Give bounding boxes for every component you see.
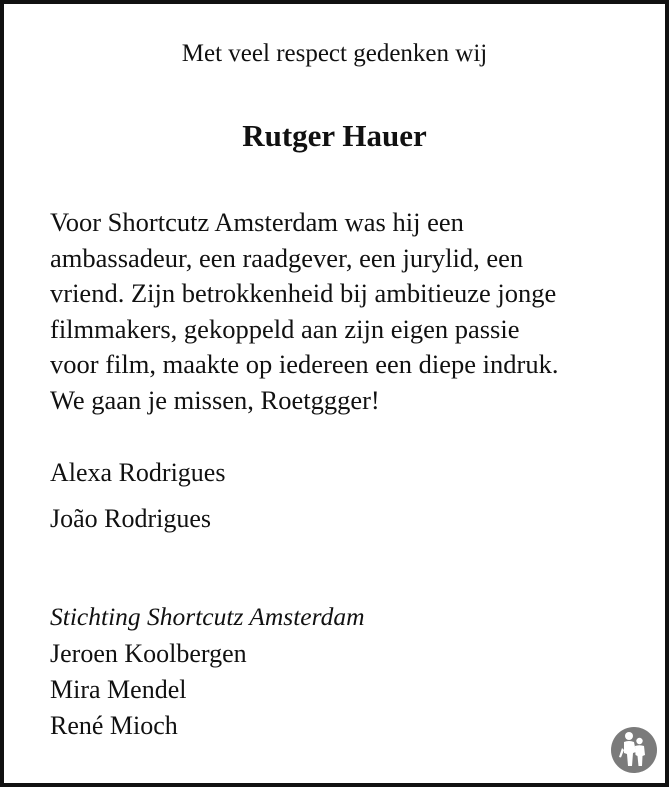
mourning-figures-icon [610, 726, 658, 774]
deceased-name: Rutger Hauer [242, 118, 427, 153]
organization-name: Stichting Shortcutz Amsterdam [50, 602, 365, 631]
signer-jeroen-koolbergen: Jeroen Koolbergen [50, 639, 247, 668]
memorial-message: Voor Shortcutz Amsterdam was hij een ambassadeur, een raadgever, een jurylid, een vriend. Zijn betrokkenheid bij ambitieuze jonge filmmakers, gekoppeld aan zijn eigen passie voor film, maakte op iedereen een diepe indruk. We gaan je missen, Roetggger! [50, 207, 559, 415]
intro-line: Met veel respect gedenken wij [181, 40, 488, 67]
signer-mira-mendel: Mira Mendel [50, 675, 187, 704]
signer-rene-mioch: René Mioch [50, 711, 178, 740]
signer-alexa-rodrigues: Alexa Rodrigues [50, 458, 226, 487]
signer-joao-rodrigues: João Rodrigues [50, 504, 212, 533]
